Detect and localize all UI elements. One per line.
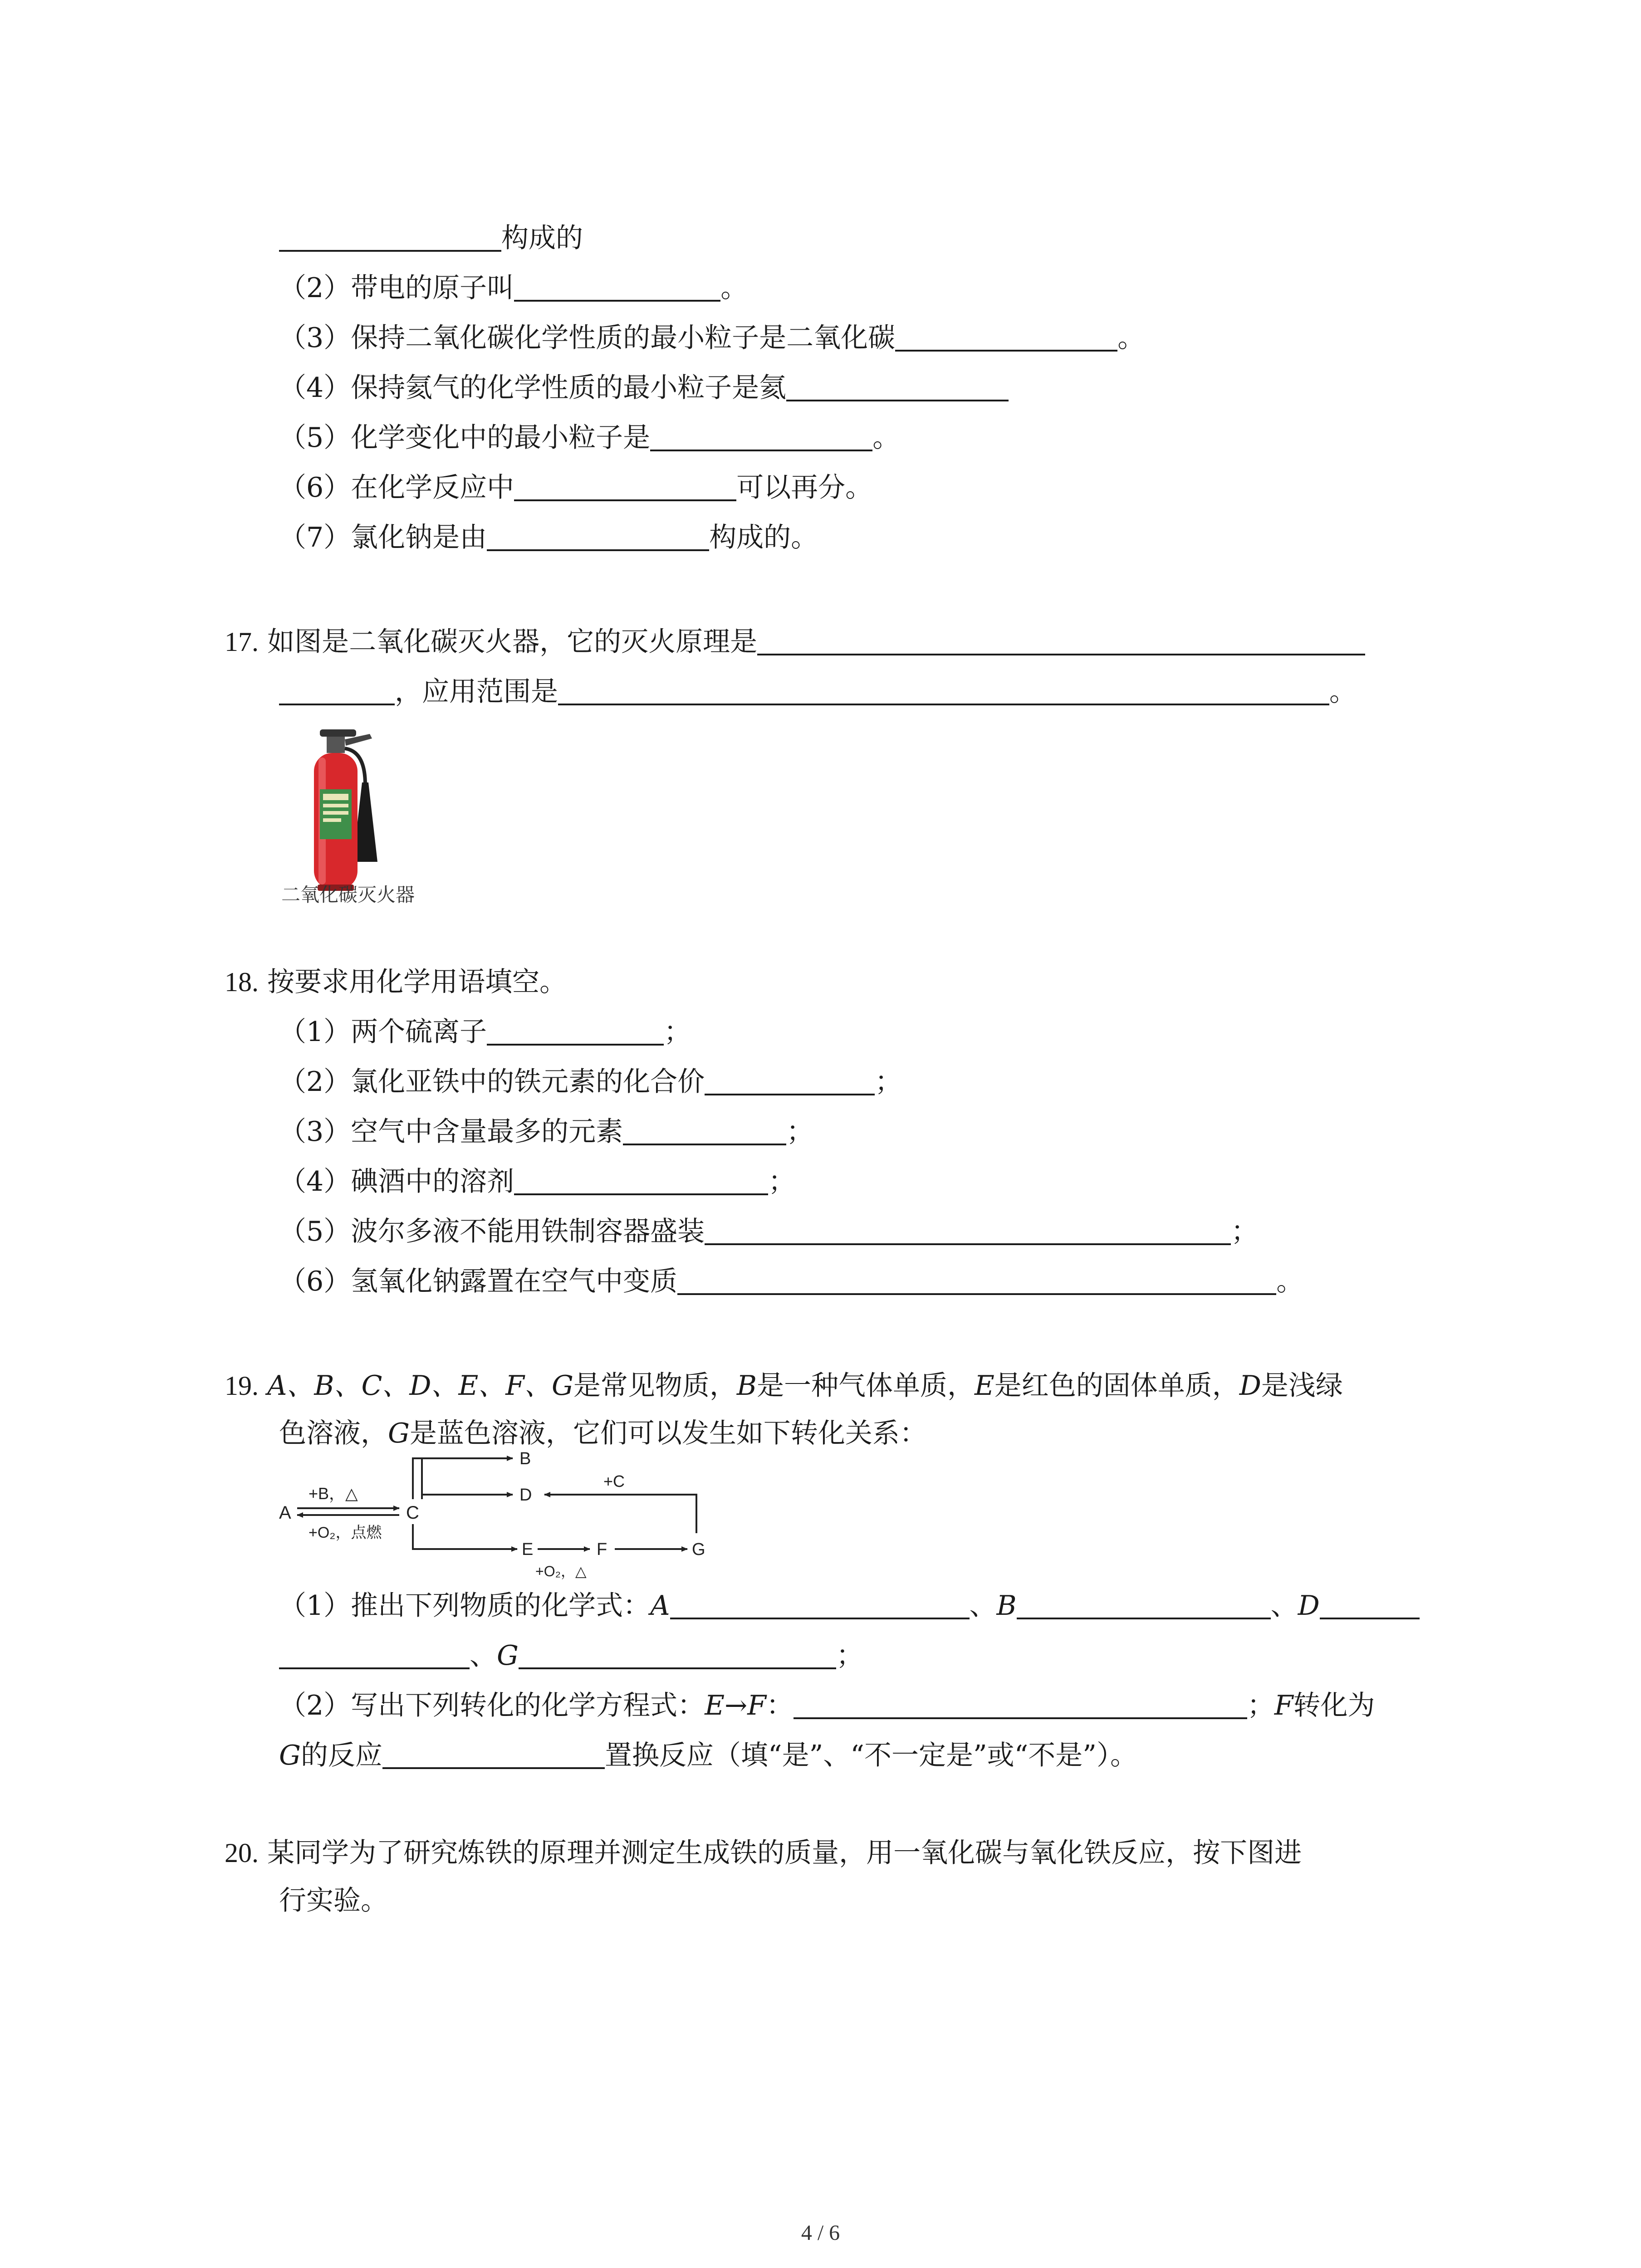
label-plus-c: +C [603,1472,625,1491]
q18-prompt: 18. 按要求用化学用语填空。 [225,966,567,998]
node-g: G [692,1540,705,1559]
answer-blank[interactable] [794,1688,1247,1719]
q16-part-7: （7）氯化钠是由 构成的。 [279,519,818,556]
answer-blank[interactable] [650,420,872,451]
q18-part-2: （2）氯化亚铁中的铁元素的化合价 ； [279,1064,902,1100]
q19-part-1-line-2: 、G ； [279,1637,863,1674]
arrow-g-to-d [544,1495,696,1533]
q20-line-2: 行实验。 [279,1885,388,1916]
node-e: E [522,1540,534,1559]
answer-blank[interactable] [514,1164,768,1195]
q16-part-2: （2）带电的原子叫 。 [279,270,748,306]
node-b: B [519,1449,531,1468]
q18-part-4: （4）碘酒中的溶剂 ； [279,1163,795,1200]
page-number: 4 / 6 [801,2221,840,2245]
answer-blank[interactable] [786,371,1009,401]
question-number: 17. [225,627,259,657]
answer-blank[interactable] [705,1065,875,1095]
label-plus-b-heat: +B，△ [309,1484,358,1503]
answer-blank[interactable] [519,1638,836,1669]
answer-blank[interactable] [279,675,395,705]
q16-part-6: （6）在化学反应中 可以再分。 [279,469,872,506]
q19-part-1-line-1: （1）推出下列物质的化学式：A 、B 、D [279,1588,1420,1624]
q17-line-1: 17. 如图是二氧化碳灭火器，它的灭火原理是 [225,624,1365,660]
q16-part-3: （3）保持二氧化碳化学性质的最小粒子是二氧化碳 。 [279,320,1145,356]
q16-part-4: （4）保持氦气的化学性质的最小粒子是氦 [279,370,1009,406]
arrow-c-to-d [422,1492,513,1495]
image-caption: 二氧化碳灭火器 [281,884,415,906]
node-a: A [279,1503,291,1523]
q20-line-1: 20. 某同学为了研究炼铁的原理并测定生成铁的质量，用一氧化碳与氧化铁反应，按下图进 [225,1837,1302,1869]
answer-blank[interactable] [705,1214,1231,1245]
question-number: 20. [225,1838,259,1868]
answer-blank[interactable] [895,321,1117,352]
arrow-c-to-e [413,1524,517,1549]
q18-part-1: （1）两个硫离子 ； [279,1014,691,1050]
label-plus-o2-ignite: +O₂，点燃 [309,1524,382,1541]
arrow-c-to-b [413,1458,513,1499]
answer-blank[interactable] [1017,1589,1271,1619]
answer-blank[interactable] [487,1015,664,1046]
answer-blank[interactable] [623,1114,786,1145]
answer-blank[interactable] [279,221,501,252]
q18-part-3: （3）空气中含量最多的元素 ； [279,1114,813,1150]
q18-part-6: （6）氢氧化钠露置在空气中变质 。 [279,1263,1303,1300]
answer-blank[interactable] [757,625,1365,655]
q16-part-5: （5）化学变化中的最小粒子是 。 [279,420,900,456]
answer-blank[interactable] [279,1638,470,1669]
q19-line-2: 色溶液，G是蓝色溶液，它们可以发生如下转化关系： [279,1418,927,1449]
q19-line-1: 19. A、B、C、D、E、F、G是常见物质，B是一种气体单质，E是红色的固体单质，D是浅绿 [225,1370,1343,1402]
q19-part-2-line-1: （2）写出下列转化的化学方程式：E→F： ；F转化为 [279,1687,1375,1724]
label-plus-o2-heat: +O₂，△ [535,1563,587,1579]
q16-continuation: 构成的 [279,220,583,256]
answer-blank[interactable] [670,1589,970,1619]
answer-blank[interactable] [382,1738,605,1769]
answer-blank[interactable] [558,675,1329,705]
question-number: 19. [225,1371,259,1401]
answer-blank[interactable] [514,470,736,501]
answer-blank[interactable] [487,520,709,551]
answer-blank[interactable] [1320,1589,1420,1619]
node-d: D [519,1486,532,1505]
q19-part-2-line-2: G的反应 置换反应（填“是”、“不一定是”或“不是”）。 [279,1737,1137,1774]
conversion-diagram [277,1442,730,1583]
q17-line-2: ，应用范围是 。 [279,674,1357,710]
node-f: F [597,1540,607,1559]
q18-part-5: （5）波尔多液不能用铁制容器盛装 ； [279,1213,1258,1250]
question-number: 18. [225,967,259,997]
answer-blank[interactable] [677,1264,1276,1295]
node-c: C [406,1503,419,1523]
answer-blank[interactable] [514,271,720,302]
